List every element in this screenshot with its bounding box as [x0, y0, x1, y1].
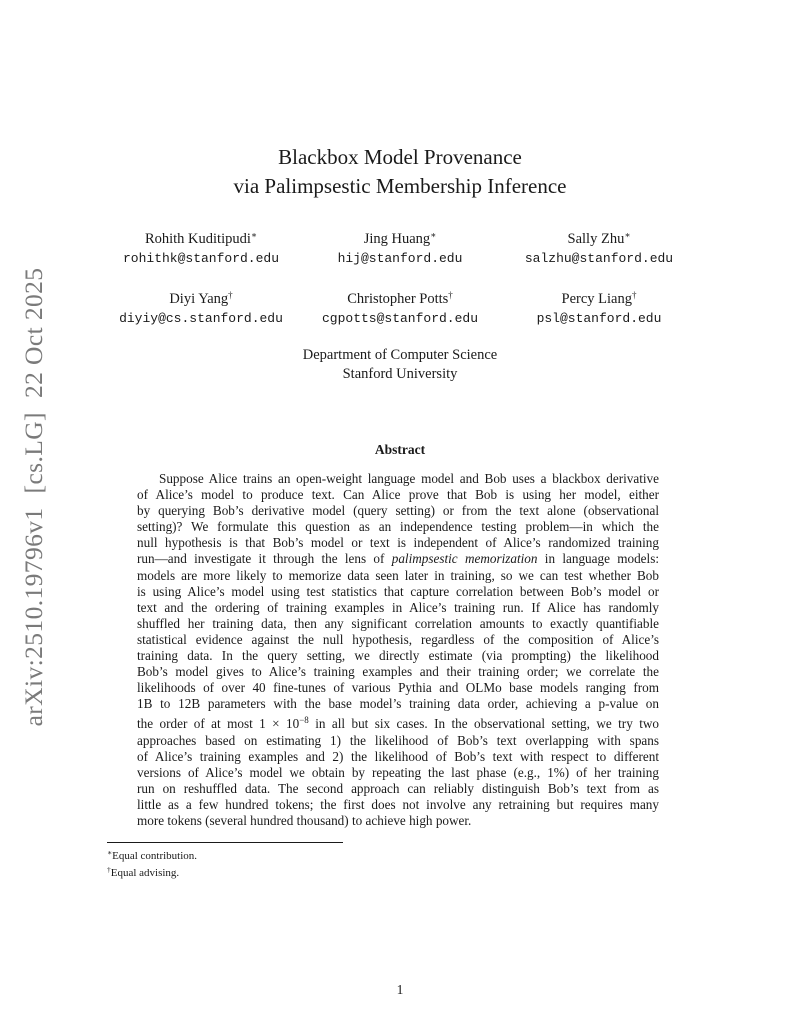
abstract-line: of Alice’s model to produce text. Can Alice prove that Bob is using her model, either [137, 487, 659, 503]
title-line-2: via Palimpsestic Membership Inference [233, 174, 567, 198]
abstract-line: null hypothesis is that Bob’s model or text is independent of Alice’s randomized training [137, 535, 659, 551]
university: Stanford University [342, 366, 458, 382]
footnote [107, 863, 197, 880]
footnote-text: Equal contribution. [112, 850, 198, 862]
author-block [103, 226, 299, 268]
arxiv-date: 22 Oct 2025 [19, 267, 48, 399]
abstract-line: little as a few hundred tokens; the first does not involve any retraining but requires many [137, 796, 659, 812]
arxiv-category: [cs.LG] [19, 412, 48, 494]
abstract-text: run—and investigate it through the lens of [137, 551, 392, 567]
abstract-line: by querying Bob’s derivative model (query setting) or from the text alone (observational [137, 503, 659, 519]
author-mark: † [448, 290, 453, 300]
arxiv-id: arXiv:2510.19796v1 [19, 507, 48, 727]
abstract-line: 1B to 12B parameters with the base model’s training data order, achieving a p-value on [137, 696, 659, 712]
author-email[interactable]: diyiy@cs.stanford.edu [119, 311, 283, 326]
abstract-line [137, 551, 659, 567]
author-email[interactable]: salzhu@stanford.edu [524, 251, 674, 266]
affiliation [0, 346, 800, 384]
authors-row-2 [0, 286, 800, 328]
abstract-line: is using Alice’s model using test statistics that capture correlation between Bob’s model or [137, 583, 659, 599]
authors-row-1 [0, 226, 800, 268]
department: Department of Computer Science [302, 347, 498, 363]
arxiv-stamp [19, 268, 49, 727]
paper-title [0, 143, 800, 201]
abstract-text: in language models: [537, 551, 659, 567]
author-email[interactable]: hij@stanford.edu [337, 251, 463, 266]
footnote-mark: ∗ [107, 848, 113, 857]
title-line-1: Blackbox Model Provenance [278, 145, 522, 169]
abstract-line: statistical evidence against the null hypothesis, regardless of the composition of Alice’s [137, 631, 659, 647]
author-name: Jing Huang [363, 231, 431, 247]
abstract-line: approaches based on estimating 1) the likelihood of Bob’s text overlapping with spans [137, 732, 659, 748]
page-number: 1 [396, 982, 404, 997]
abstract-body [137, 471, 659, 829]
footnotes [107, 846, 197, 880]
author-name: Diyi Yang [169, 291, 229, 307]
author-name: Sally Zhu [567, 231, 625, 247]
footnote-text: Equal advising. [110, 867, 180, 879]
author-email[interactable]: rohithk@stanford.edu [122, 251, 280, 266]
author-name: Christopher Potts [347, 291, 449, 307]
abstract-heading: Abstract [374, 442, 426, 457]
author-mark: † [228, 290, 233, 300]
author-block [299, 226, 501, 268]
author-block [299, 286, 501, 328]
abstract-line: of Alice’s training examples and 2) the likelihood of Bob’s text with respect to different [137, 748, 659, 764]
abstract-text: the order of at most 1 × 10 [137, 716, 300, 732]
footnote-rule [107, 842, 343, 843]
abstract-line: run on reshuffled data. The second approach can reliably distinguish Bob’s text from as [137, 780, 659, 796]
abstract-line [137, 712, 659, 732]
abstract-text: in all but six cases. In the observational setting, we try two [308, 716, 659, 732]
abstract-line: models are more likely to memorize data seen later in training, so we can test whether Bob [137, 567, 659, 583]
author-block [501, 226, 697, 268]
author-mark: ∗ [430, 230, 437, 240]
abstract-emphasis: palimpsestic memorization [391, 551, 538, 567]
abstract-line: Bob’s model gives to Alice’s training examples and their training order; we correlate the [137, 664, 659, 680]
footnote [107, 846, 197, 863]
abstract-line: more tokens (several hundred thousand) to achieve high power. [137, 812, 472, 828]
author-email[interactable]: cgpotts@stanford.edu [321, 311, 479, 326]
author-name: Percy Liang [561, 291, 632, 307]
abstract-line: versions of Alice’s model we obtain by repeating the last phase (e.g., 1%) of her training [137, 764, 659, 780]
abstract-line: training data. In the query setting, we directly estimate (via prompting) the likelihood [137, 648, 659, 664]
author-mark: ∗ [624, 230, 631, 240]
abstract-line: Suppose Alice trains an open-weight language model and Bob uses a blackbox derivative [159, 471, 659, 486]
author-block [103, 286, 299, 328]
author-mark: ∗ [250, 230, 258, 240]
author-name: Rohith Kuditipudi [144, 231, 251, 247]
author-block [501, 286, 697, 328]
abstract-exponent: −8 [299, 715, 309, 726]
author-email[interactable]: psl@stanford.edu [536, 311, 662, 326]
abstract-line: shuffled her training data, then any significant correlation amounts to exactly quantifiable [137, 615, 659, 631]
author-mark: † [631, 290, 637, 300]
footnote-mark: † [107, 865, 111, 874]
abstract-line: text and the ordering of training examples in Alice’s training run. If Alice has randomly [137, 599, 659, 615]
abstract-line: likelihoods of over 40 fine-tunes of various Pythia and OLMo base models ranging from [137, 680, 659, 696]
abstract-line: setting)? We formulate this question as an independence testing problem—in which the [137, 519, 659, 535]
